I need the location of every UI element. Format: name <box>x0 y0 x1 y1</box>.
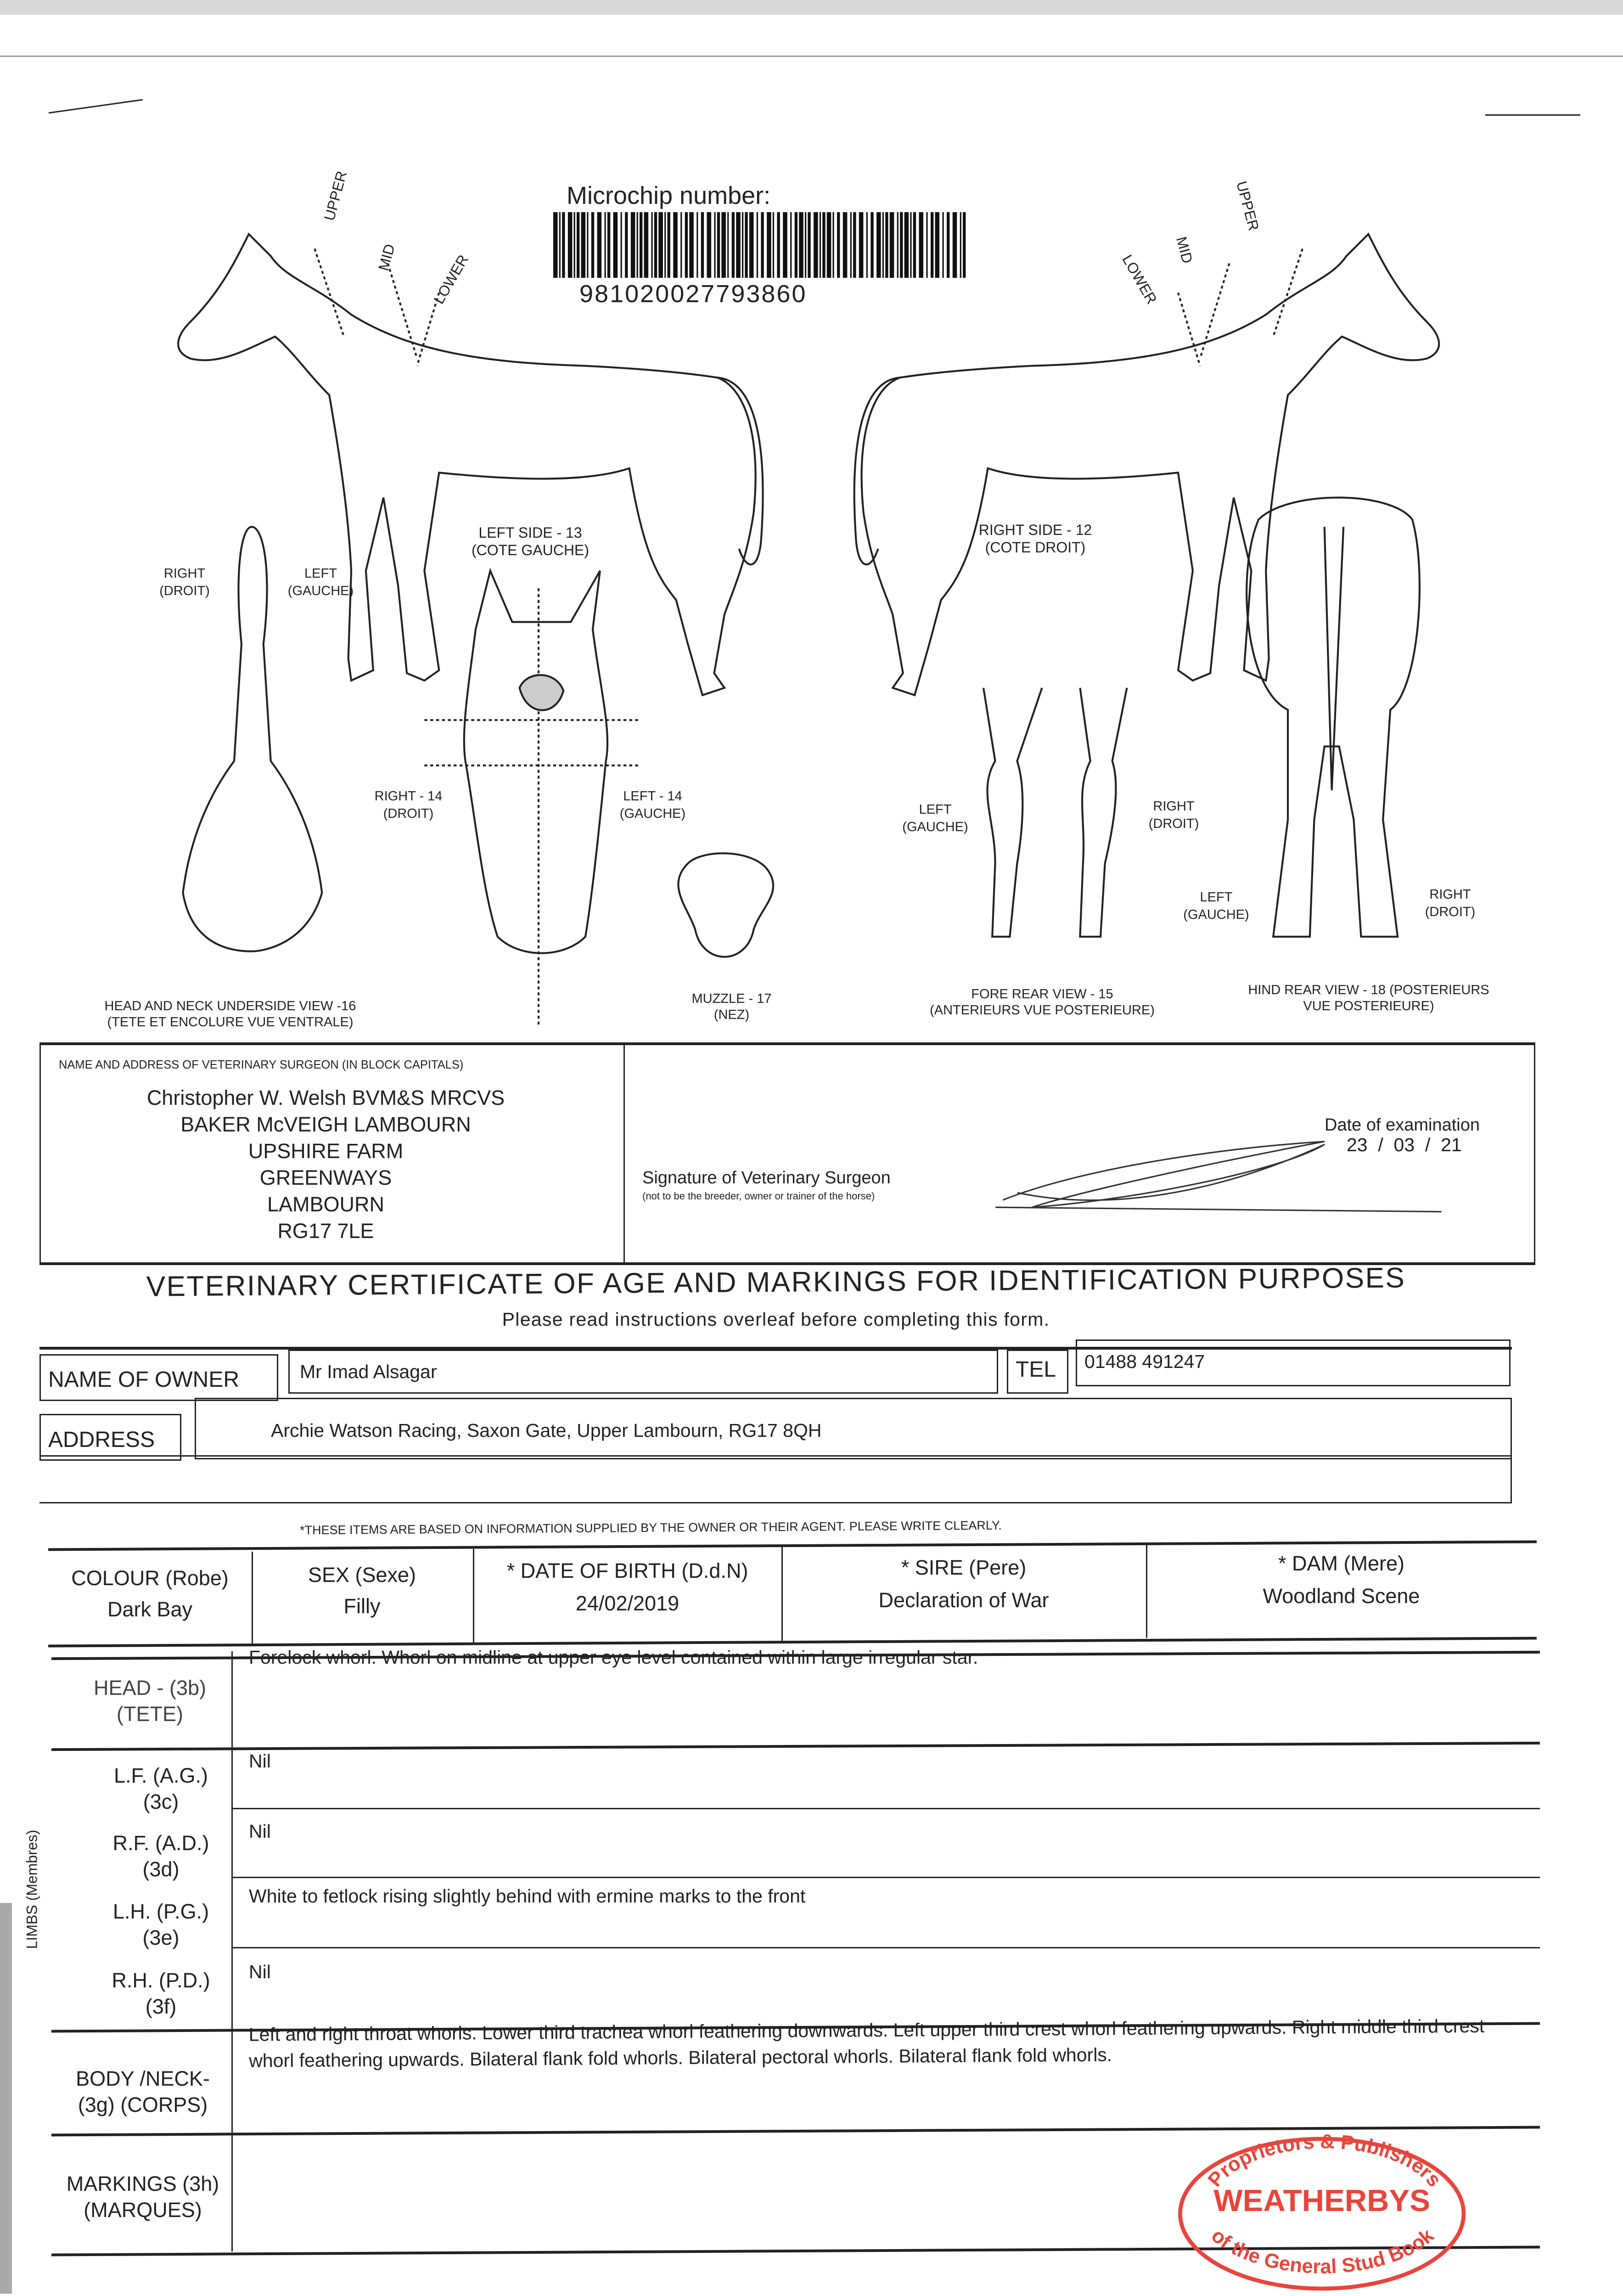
dam-field <box>1146 1552 1537 1608</box>
mid-right-label: MID <box>1173 235 1196 265</box>
tel-label: TEL <box>1016 1357 1056 1382</box>
fore-rear-caption: FORE REAR VIEW - 15 (ANTERIEURS VUE POSTERIEURE) <box>930 987 1155 1018</box>
signature-note: (not to be the breeder, owner or trainer of the horse) <box>642 1190 875 1202</box>
sex-value: Filly <box>343 1594 381 1618</box>
vet-address-line: LAMBOURN <box>267 1193 385 1216</box>
vet-divider <box>623 1045 625 1265</box>
certificate-title: VETERINARY CERTIFICATE OF AGE AND MARKINGS FOR IDENTIFICATION PURPOSES <box>146 1262 1406 1303</box>
body-label: BODY /NECK- (3g) (CORPS) <box>76 2067 210 2116</box>
date-label: Date of examination <box>1325 1115 1480 1135</box>
dam-value: Woodland Scene <box>1263 1584 1420 1608</box>
limbs-label: LIMBS (Membres) <box>23 1829 40 1949</box>
dob-label: * DATE OF BIRTH (D.d.N) <box>506 1559 748 1582</box>
vet-practice: BAKER McVEIGH LAMBOURN <box>180 1113 471 1136</box>
rf-value[interactable]: Nil <box>249 1821 271 1842</box>
sire-value: Declaration of War <box>878 1588 1049 1612</box>
vet-heading: NAME AND ADDRESS OF VETERINARY SURGEON (IN BLOCK CAPITALS) <box>59 1058 464 1071</box>
colour-field <box>48 1566 252 1621</box>
underside-right-label: RIGHT (DROIT) <box>159 566 210 598</box>
hind-right-label: RIGHT (DROIT) <box>1425 887 1476 919</box>
address-field-2[interactable] <box>39 1455 1512 1503</box>
horse-diagrams <box>0 205 1623 1039</box>
divider <box>51 1742 1540 1751</box>
divider <box>48 1541 1537 1551</box>
lf-label: L.F. (A.G.) (3c) <box>113 1764 208 1813</box>
dam-label: * DAM (Mere) <box>1278 1552 1404 1575</box>
muzzle-caption: MUZZLE - 17 (NEZ) <box>691 991 772 1022</box>
dob-field <box>473 1559 782 1615</box>
vet-postcode: RG17 7LE <box>277 1219 374 1243</box>
sire-field <box>781 1556 1146 1612</box>
left-side-label: LEFT SIDE - 13 (COTE GAUCHE) <box>472 524 589 558</box>
rh-value[interactable]: Nil <box>249 1961 271 1982</box>
label-column-divider <box>231 1651 233 2251</box>
examination-date: 23 / 03 / 21 <box>1347 1134 1462 1155</box>
fore-left-label: LEFT (GAUCHE) <box>902 802 968 834</box>
vet-address-line: GREENWAYS <box>259 1166 392 1189</box>
tel-value: 01488 491247 <box>1084 1351 1205 1372</box>
divider <box>231 1808 1540 1809</box>
muzzle-drawing <box>678 853 773 957</box>
svg-text:of the General Stud Book <box>1207 2224 1438 2278</box>
hind-rear-view-drawing <box>1247 498 1420 937</box>
hind-left-label: LEFT (GAUCHE) <box>1183 890 1249 922</box>
address-label: ADDRESS <box>48 1428 155 1452</box>
head-left-label: LEFT - 14 (GAUCHE) <box>619 789 686 821</box>
lower-right-label: LOWER <box>1119 252 1161 307</box>
fore-right-label: RIGHT (DROIT) <box>1148 799 1199 831</box>
vet-address-line: UPSHIRE FARM <box>248 1139 404 1163</box>
address-value: Archie Watson Racing, Saxon Gate, Upper Lambourn, RG17 8QH <box>271 1420 822 1441</box>
stamp-bottom-text: of the General Stud Book <box>1207 2224 1438 2278</box>
fore-rear-view-drawing <box>983 688 1127 937</box>
lower-left-label: LOWER <box>430 252 472 307</box>
lf-value[interactable]: Nil <box>249 1750 271 1772</box>
upper-left-label: UPPER <box>320 169 350 223</box>
underside-caption: HEAD AND NECK UNDERSIDE VIEW -16 (TETE ET ENCOLURE VUE VENTRALE) <box>104 999 356 1030</box>
certificate-subtitle: Please read instructions overleaf before completing this form. <box>502 1309 1050 1330</box>
weatherbys-stamp <box>1171 2131 1478 2291</box>
right-side-label: RIGHT SIDE - 12 (COTE DROIT) <box>978 522 1092 556</box>
mid-left-label: MID <box>375 242 398 273</box>
signature-label: Signature of Veterinary Surgeon <box>642 1168 891 1187</box>
stamp-middle-text: WEATHERBYS <box>1213 2183 1430 2218</box>
corner-mark <box>49 99 143 114</box>
upper-right-label: UPPER <box>1233 179 1263 233</box>
corner-mark <box>1485 114 1580 116</box>
stamp-top-text: Proprietors & Publishers <box>1203 2131 1446 2191</box>
svg-text:Proprietors & Publishers <box>1203 2131 1446 2191</box>
sex-field <box>252 1563 472 1618</box>
microchip-number: 981020027793860 <box>579 280 807 308</box>
divider <box>231 1877 1540 1878</box>
markings-label: MARKINGS (3h) (MARQUES) <box>66 2172 219 2222</box>
hind-rear-caption: HIND REAR VIEW - 18 (POSTERIEURS VUE POSTERIEURE) <box>1248 983 1489 1013</box>
head-label: HEAD - (3b) (TETE) <box>93 1676 207 1726</box>
owner-label: NAME OF OWNER <box>48 1367 239 1392</box>
head-value[interactable]: Forelock whorl. Whorl on midline at upper eye level contained within large irregular star. <box>249 1647 978 1668</box>
lh-label: L.H. (P.G.) (3e) <box>112 1900 209 1949</box>
divider <box>48 1637 1537 1648</box>
colour-value: Dark Bay <box>107 1598 193 1621</box>
dob-value: 24/02/2019 <box>575 1592 680 1615</box>
vet-name: Christopher W. Welsh BVM&S MRCVS <box>146 1086 505 1109</box>
divider <box>231 1947 1540 1948</box>
underside-left-label: LEFT (GAUCHE) <box>287 566 354 598</box>
vet-address <box>59 1085 593 1244</box>
owner-info-note: *THESE ITEMS ARE BASED ON INFORMATION SUPPLIED BY THE OWNER OR THEIR AGENT. PLEASE WRITE CLEARLY. <box>299 1518 1002 1537</box>
sex-label: SEX (Sexe) <box>308 1563 416 1587</box>
lh-value[interactable]: White to fetlock rising slightly behind with ermine marks to the front <box>249 1885 806 1907</box>
colour-label: COLOUR (Robe) <box>71 1566 229 1590</box>
scan-edge-top <box>0 0 1623 15</box>
rh-label: R.H. (P.D.) (3f) <box>112 1969 210 2018</box>
scan-fold-line <box>0 56 1623 57</box>
sire-label: * SIRE (Pere) <box>901 1556 1027 1579</box>
head-right-label: RIGHT - 14 (DROIT) <box>374 789 443 821</box>
owner-value: Mr Imad Alsagar <box>300 1361 437 1382</box>
body-value[interactable]: Left and right throat whorls. Lower third trachea whorl feathering downwards. Left upper third crest whorl feathering upwards. Right middle third crest whorl feathering upwards. Bilateral flank fold whorls. Bilateral pectoral whorls. Bilateral flank fold whorls. <box>248 2015 1485 2071</box>
microchip-label: Microchip number: <box>567 182 771 209</box>
scan-edge-left <box>0 1903 12 2294</box>
rf-label: R.F. (A.D.) (3d) <box>112 1831 209 1881</box>
